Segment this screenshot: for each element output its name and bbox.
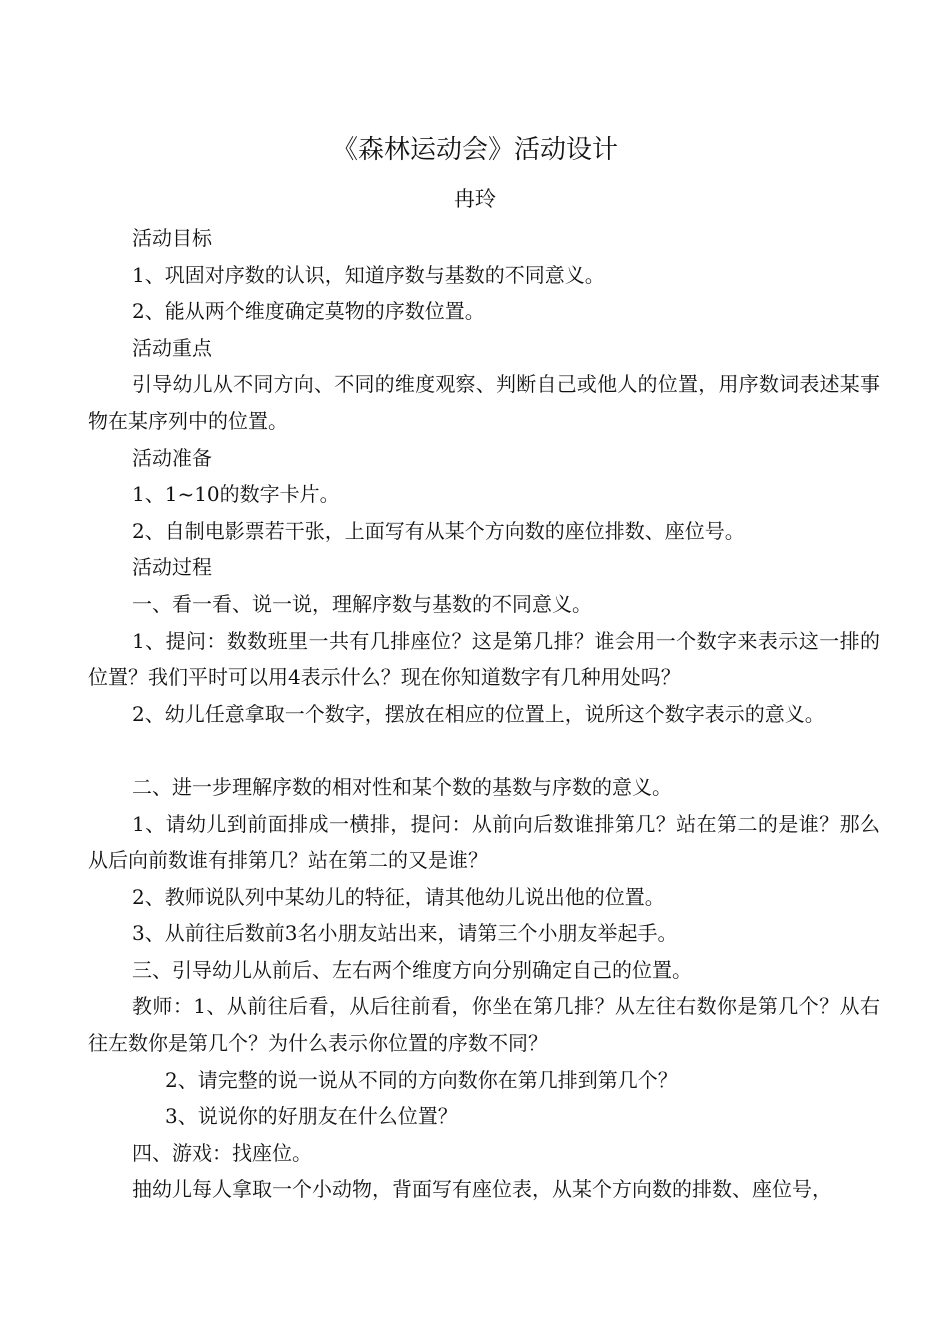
process-step-4-item-1: 抽幼儿每人拿取一个小动物，背面写有座位表，从某个方向数的排数、座位号， bbox=[132, 1177, 832, 1202]
focus-paragraph: 引导幼儿从不同方向、不同的维度观察、判断自己或他人的位置，用序数词表述某事物在某序列中的位置。 bbox=[88, 372, 880, 433]
section-heading-process: 活动过程 bbox=[132, 555, 212, 580]
goal-item-1: 1、巩固对序数的认识，知道序数与基数的不同意义。 bbox=[132, 262, 605, 287]
process-step-1-heading: 一、看一看、说一说，理解序数与基数的不同意义。 bbox=[132, 591, 592, 616]
process-step-2-heading: 二、进一步理解序数的相对性和某个数的基数与序数的意义。 bbox=[132, 774, 672, 799]
preparation-item-2: 2、自制电影票若干张，上面写有从某个方向数的座位排数、座位号。 bbox=[132, 518, 745, 543]
process-step-3-heading: 三、引导幼儿从前后、左右两个维度方向分别确定自己的位置。 bbox=[132, 957, 692, 982]
process-step-1-item-2: 2、幼儿任意拿取一个数字，摆放在相应的位置上，说所这个数字表示的意义。 bbox=[132, 701, 825, 726]
process-step-1-item-1: 1、提问：数数班里一共有几排座位？这是第几排？谁会用一个数字来表示这一排的位置？我们平时可以用4表示什么？现在你知道数字有几种用处吗？ bbox=[88, 628, 880, 690]
section-heading-goals: 活动目标 bbox=[132, 226, 212, 250]
process-step-2-item-1: 1、请幼儿到前面排成一横排，提问：从前向后数谁排第几？站在第二的是谁？那么从后向前数谁有排第几？站在第二的又是谁？ bbox=[88, 811, 880, 873]
section-heading-preparation: 活动准备 bbox=[132, 445, 212, 470]
process-step-3-item-2: 2、请完整的说一说从不同的方向数你在第几排到第几个？ bbox=[165, 1067, 678, 1092]
document-body bbox=[88, 220, 880, 1208]
document-author: 冉玲 bbox=[454, 187, 496, 211]
process-step-2-item-2: 2、教师说队列中某幼儿的特征，请其他幼儿说出他的位置。 bbox=[132, 884, 665, 909]
process-step-4-heading: 四、游戏：找座位。 bbox=[132, 1140, 312, 1165]
blank-line bbox=[88, 732, 880, 769]
process-step-3-item-1: 教师：1、从前往后看，从后往前看，你坐在第几排？从左往右数你是第几个？从右往左数你是第几个？为什么表示你位置的序数不同？ bbox=[88, 994, 880, 1056]
goal-item-2: 2、能从两个维度确定莫物的序数位置。 bbox=[132, 299, 485, 324]
preparation-item-1: 1、1~10的数字卡片。 bbox=[132, 482, 340, 507]
process-step-2-item-3: 3、从前往后数前3名小朋友站出来，请第三个小朋友举起手。 bbox=[132, 921, 678, 946]
process-step-3-item-3: 3、说说你的好朋友在什么位置？ bbox=[165, 1104, 458, 1129]
section-heading-focus: 活动重点 bbox=[132, 335, 212, 360]
document-title: 《森林运动会》活动设计 bbox=[331, 135, 618, 165]
